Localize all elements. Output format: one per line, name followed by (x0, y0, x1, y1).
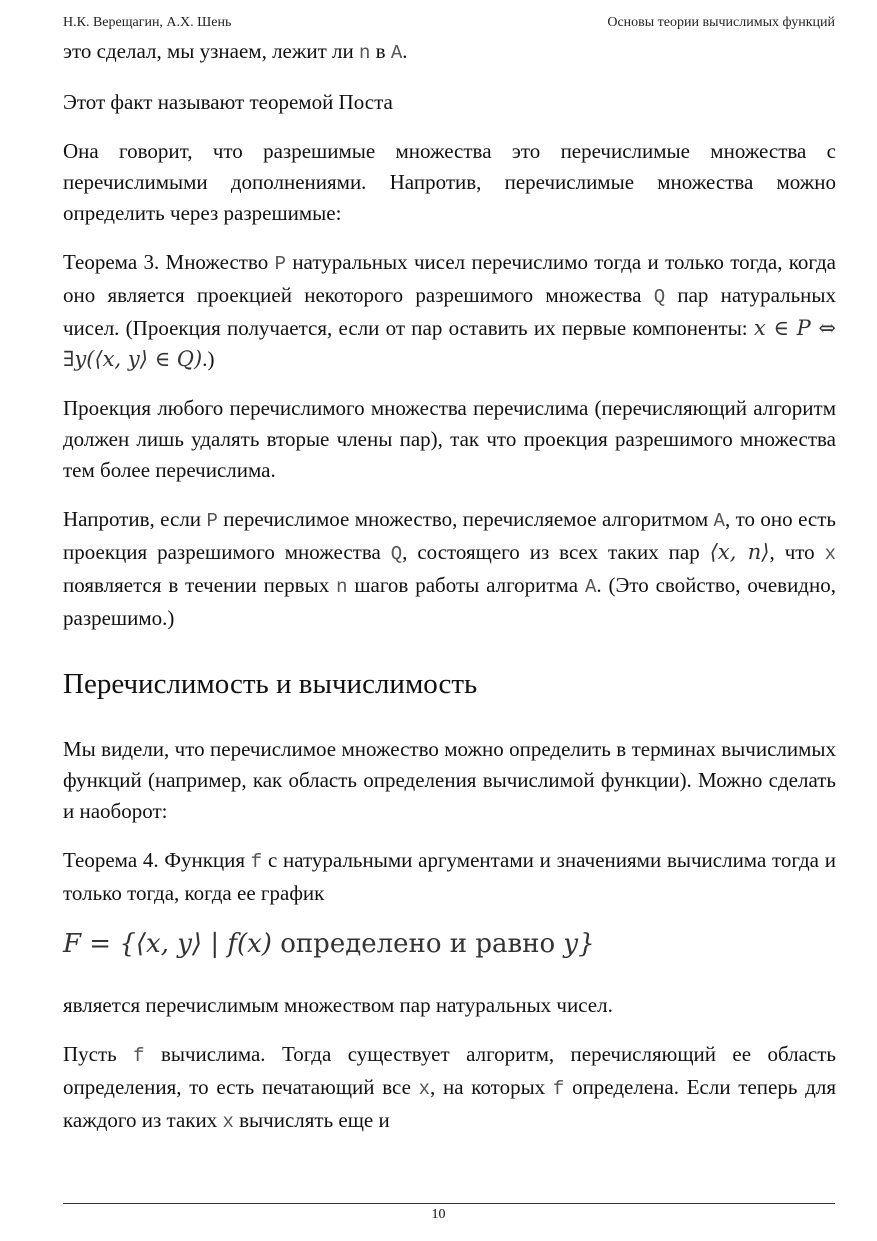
projection-formula: x ∈ P ⇔ ∃y(⟨x, y⟩ ∈ Q) (63, 316, 837, 371)
pair-formula: ⟨x, n⟩ (709, 540, 770, 564)
code-f: f (133, 1045, 145, 1067)
code-n: n (336, 576, 348, 598)
code-x: x (418, 1078, 431, 1100)
page-content (63, 36, 836, 1156)
header-title: Основы теории вычислимых функций (607, 15, 835, 30)
paragraph-computable-functions: Мы видели, что перечислимое множество можно определить в терминах вычислимых функций (например, как область определения вычислимой функции). Можно сделать и наоборот: (63, 737, 836, 823)
paragraph-continuation: это сделал, мы узнаем, лежит ли n в A. (63, 39, 408, 64)
code-x: x (824, 543, 837, 565)
code-Q: Q (653, 286, 666, 308)
paragraph-graph-enumerable: является перечислимым множеством пар натуральных чисел. (63, 993, 613, 1017)
page-number: 10 (431, 1207, 446, 1222)
paragraph-conversely: Напротив, если P перечислимое множество, перечисляемое алгоритмом A, то оно есть проекция разрешимого множества Q, состоящего из всех таких пар ⟨x, n⟩, что x появляется в течении первых n шагов работы алгоритма A. (Это свойство, очевидно, разрешимо.) (63, 507, 837, 630)
paragraph-post-theorem: Этот факт называют теоремой Поста (63, 90, 393, 114)
paragraph-proof-start: Пусть f вычислима. Тогда существует алгоритм, перечисляющий ее область определения, то есть печатающий все x, на которых f определена. Если теперь для каждого из таких x вычислять еще и (63, 1042, 836, 1133)
paragraph-decidable-sets: Она говорит, что разрешимые множества это перечислимые множества с перечислимыми дополнениями. Напротив, перечислимые множества можно определить через разрешимые: (63, 139, 836, 225)
code-n: n (359, 42, 371, 64)
code-f: f (552, 1078, 565, 1100)
code-A: A (713, 510, 725, 532)
paragraph-projection: Проекция любого перечислимого множества перечислима (перечисляющий алгоритм должен лишь удалять вторые члены пар), так что проекция разрешимого множества тем более перечислима. (63, 396, 836, 482)
header-authors: Н.К. Верещагин, А.Х. Шень (63, 15, 232, 30)
page-header (63, 15, 835, 35)
section-heading: Перечислимость и вычислимость (63, 668, 478, 700)
code-A: A (390, 42, 403, 64)
code-P: P (206, 510, 218, 532)
code-f: f (250, 851, 263, 873)
code-x: x (222, 1111, 234, 1133)
code-A: A (584, 576, 597, 598)
code-Q: Q (390, 543, 403, 565)
code-P: P (274, 253, 286, 275)
graph-formula: F = {⟨x, y⟩ | f(x) определено и равно y} (63, 929, 595, 959)
theorem-4: Теорема 4. Функция f с натуральными аргументами и значениями вычислима тогда и только тогда, когда ее график (63, 848, 836, 905)
footer-divider (63, 1203, 835, 1204)
theorem-3: Теорема 3. Множество P натуральных чисел перечислимо тогда и только тогда, когда оно является проекцией некоторого разрешимого множества Q пар натуральных чисел. (Проекция получается, если от пар оставить их первые компоненты: x ∈ P ⇔ ∃y(⟨x, y⟩ ∈ Q).) (63, 250, 837, 371)
